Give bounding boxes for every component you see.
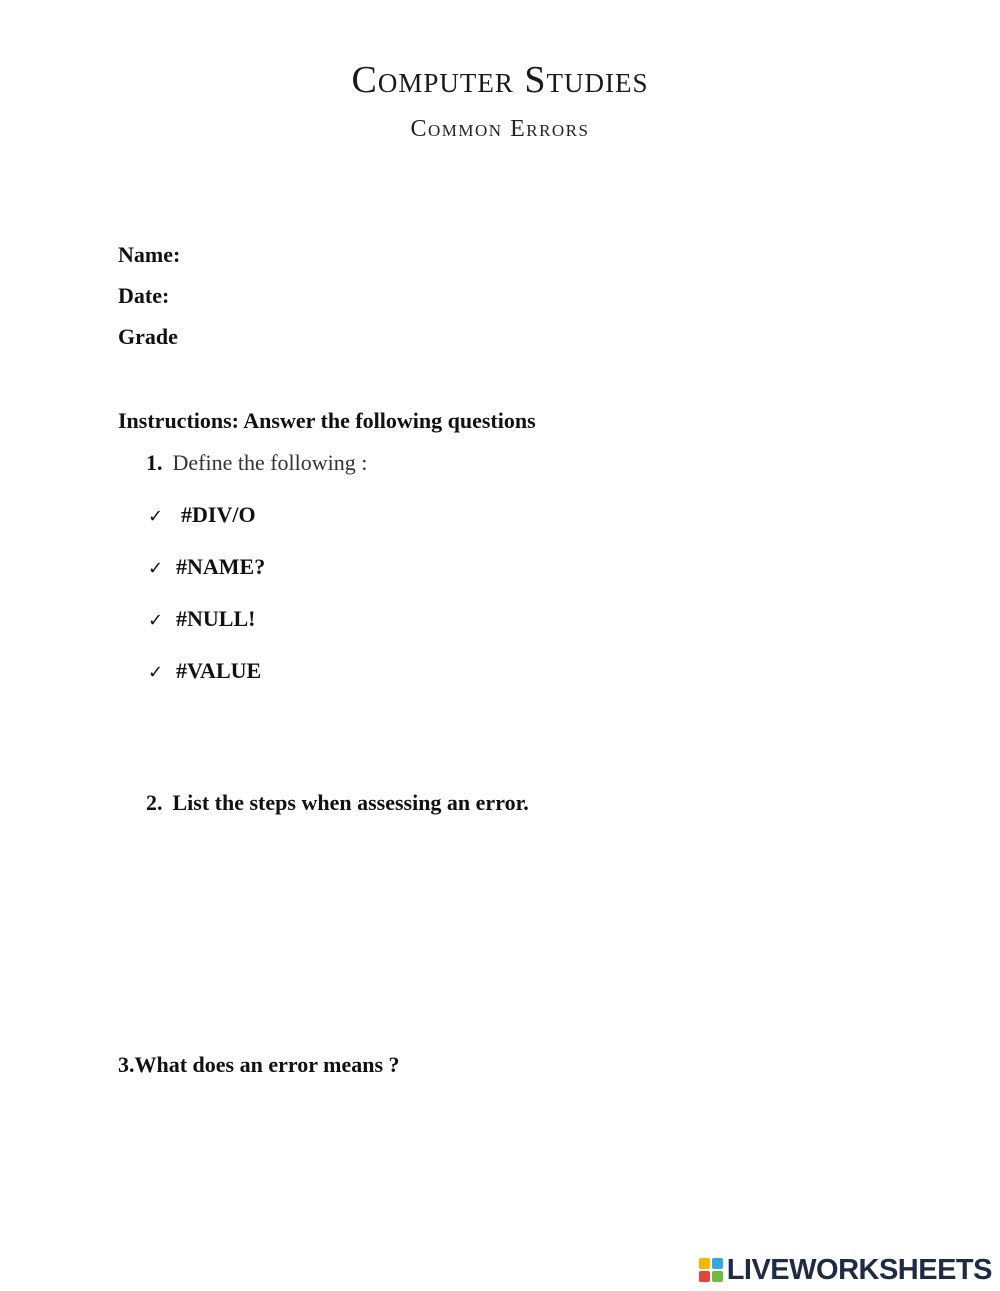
grade-field-label: Grade: [118, 324, 178, 349]
logo-tile: [699, 1258, 710, 1269]
question-2-text: List the steps when assessing an error.: [172, 790, 529, 815]
question-3: 3.What does an error means ?: [118, 1052, 400, 1077]
define-item-text: #NAME?: [176, 554, 266, 579]
checkmark-icon: ✓: [148, 662, 164, 683]
question-1-number: 1.: [146, 450, 163, 475]
date-field-label: Date:: [118, 283, 170, 308]
liveworksheets-logo-icon: [699, 1258, 723, 1282]
define-item-text: #VALUE: [176, 658, 262, 683]
worksheet-subtitle: Common Errors: [410, 116, 590, 142]
instructions-text: Instructions: Answer the following questions: [118, 408, 536, 433]
logo-tile: [712, 1258, 723, 1269]
liveworksheets-wordmark: LIVEWORKSHEETS: [726, 1253, 992, 1286]
define-item-text: #DIV/O: [181, 502, 256, 527]
name-field-label: Name:: [118, 242, 181, 267]
define-item: [148, 657, 261, 687]
checkmark-icon: ✓: [148, 506, 164, 527]
liveworksheets-brand: [699, 1252, 992, 1288]
logo-tile: [699, 1271, 710, 1282]
question-2: [146, 789, 529, 817]
define-item-text: #NULL!: [176, 606, 256, 631]
worksheet-title: Computer Studies: [351, 59, 649, 101]
checkmark-icon: ✓: [148, 558, 164, 579]
define-item: [148, 553, 265, 583]
checkmark-icon: ✓: [148, 610, 164, 631]
define-item: [148, 605, 255, 635]
question-2-number: 2.: [146, 790, 163, 815]
question-1-text: Define the following :: [172, 450, 368, 475]
logo-tile: [712, 1271, 723, 1282]
define-item: [148, 501, 256, 531]
question-1: [146, 449, 367, 477]
